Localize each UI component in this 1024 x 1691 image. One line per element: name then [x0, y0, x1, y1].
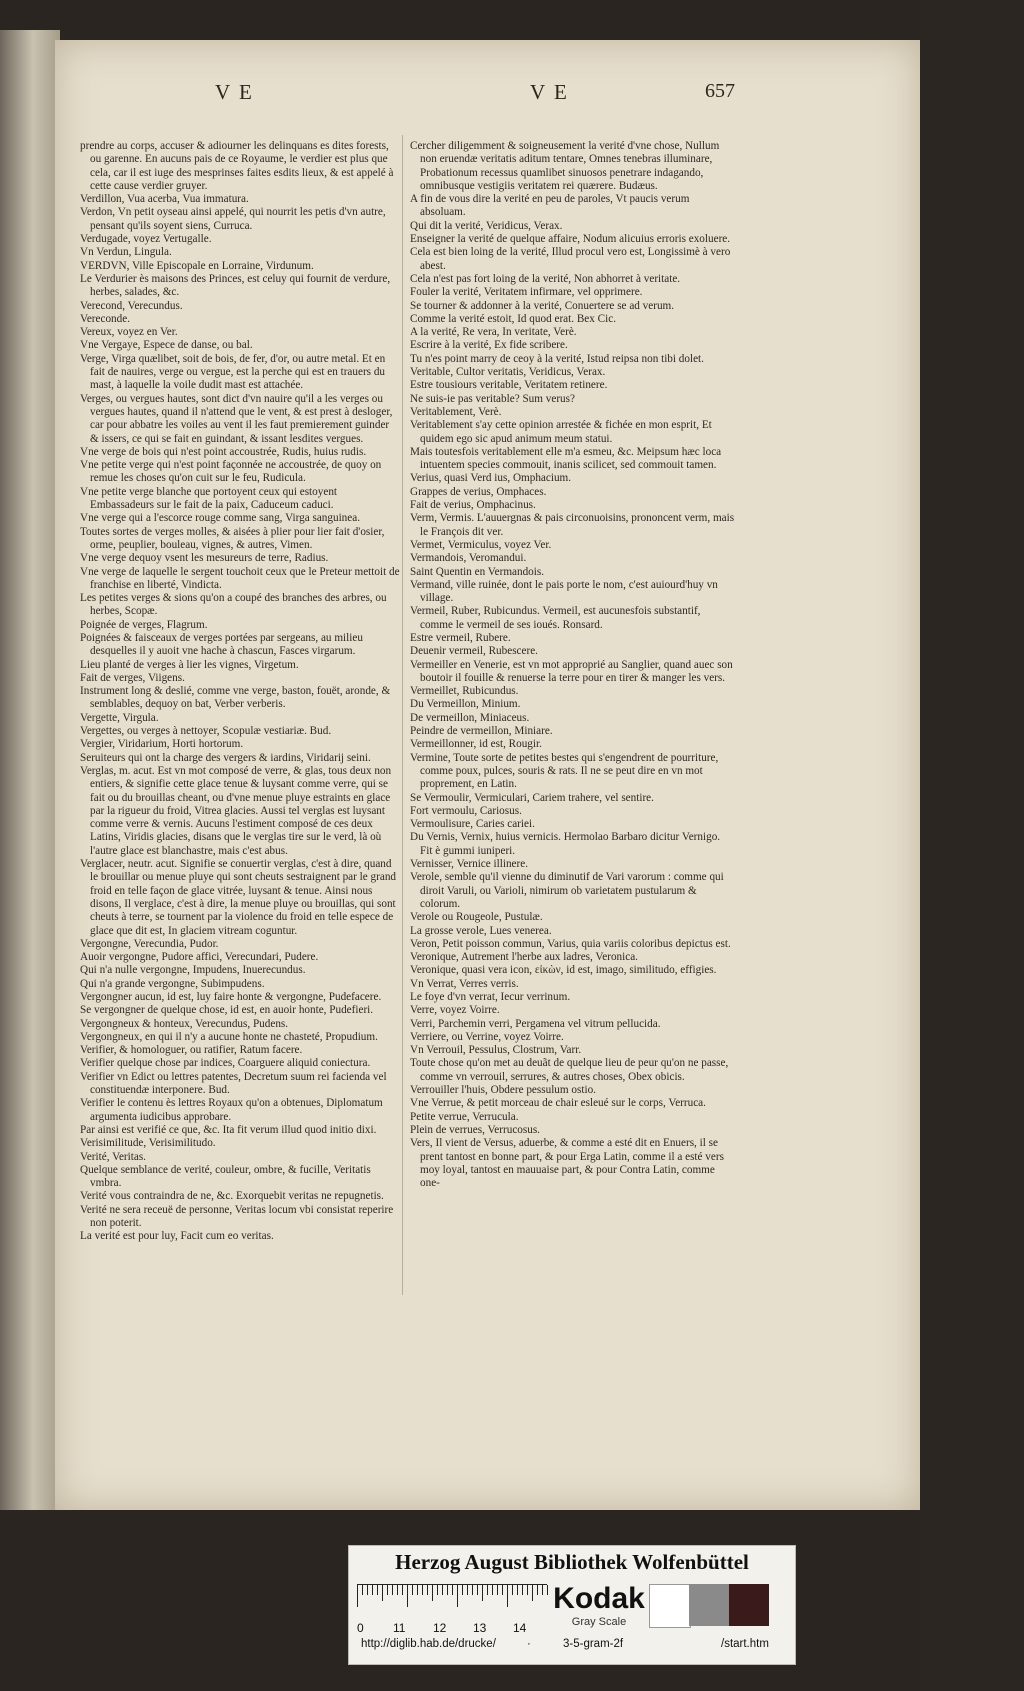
dictionary-entry: Enseigner la verité de quelque affaire, Nodum alicuius erroris exoluere. [410, 233, 731, 246]
right-column [410, 140, 735, 1190]
dictionary-entry: Plein de verrues, Verrucosus. [410, 1123, 540, 1136]
dictionary-entry: Cercher diligemment & soigneusement la verité d'vne chose, Nullum non eruendæ veritatis aditum tentare, Omnes tenebras illuminare, Probationum recessus quamlibet sinuosos penetrare indagando, omnibusque vestigiis veritatem rei quærere. Budæus. [410, 140, 720, 192]
dictionary-entry: Vernisser, Vernice illinere. [410, 858, 529, 871]
ruler-number: 11 [393, 1621, 406, 1635]
dictionary-entry: Se tourner & addonner à la verité, Conuertere se ad verum. [410, 299, 675, 312]
background-edge [920, 0, 1024, 1691]
dictionary-entry: Fort vermoulu, Cariosus. [410, 804, 522, 817]
dictionary-entry: Verité ne sera receuë de personne, Veritas locum vbi consistat reperire non poterit. [80, 1203, 394, 1230]
dictionary-entry: Le Verdurier ès maisons des Princes, est celuy qui fournit de verdure, herbes, salades, &c. [80, 272, 391, 299]
ruler-tick [472, 1585, 473, 1595]
dictionary-entry: Vne verge dequoy vsent les mesureurs de terre, Radius. [80, 552, 329, 565]
ruler-tick [417, 1585, 418, 1595]
dictionary-entry: Qui dit la verité, Veridicus, Verax. [410, 219, 563, 232]
ruler-number: 14 [513, 1621, 527, 1635]
ruler-number: 13 [473, 1621, 487, 1635]
ruler-tick [537, 1585, 538, 1595]
dictionary-entry: Vermeillet, Rubicundus. [410, 685, 519, 698]
dictionary-entry: Vermet, Vermiculus, voyez Ver. [410, 538, 552, 551]
archive-url[interactable]: http://diglib.hab.de/drucke/ [361, 1638, 496, 1650]
dictionary-entry: Vermeillonner, id est, Rougir. [410, 738, 542, 751]
dictionary-entry: Peindre de vermeillon, Miniare. [410, 725, 553, 738]
dictionary-entry: Verglas, m. acut. Est vn mot composé de verre, & glas, tous deux non entiers, & signifie cette glace tenue & luysant comme verre, qui se fait ou du brouillas cheant, ou d'vne menue pluye estraints en glace par la rigueur du froid, Vitrea glacies. Aussi tel verglas est luysant comme verre & vernis. Aucuns l'estiment composé de ces deux Latins, Viridis glacies, disans que le verglas tire sur le verd, là où l'autre glace est blanchastre, mais c'est abus. [80, 764, 392, 857]
dictionary-entry: Verre, voyez Voirre. [410, 1004, 500, 1017]
dictionary-entry: Verges, ou vergues hautes, sont dict d'vn nauire qu'il a les verges ou vergues hautes, quand il n'attend que le vent, & est prest à desloger, car pour abbatre les voiles au vent il les faut premierement guinder & issers, ce qui se fait en guindant, & issant lesdites vergues. [80, 392, 393, 445]
dictionary-entry: Vergongne, Verecundia, Pudor. [80, 937, 219, 950]
dictionary-entry: Vne petite verge blanche que portoyent ceux qui estoyent Embassadeurs sur le fait de la paix, Caduceum caduci. [80, 485, 338, 512]
dictionary-entry: Verecond, Verecundus. [80, 299, 183, 312]
dictionary-entry: Deuenir vermeil, Rubescere. [410, 645, 538, 658]
dictionary-entry: Vne petite verge qui n'est point façonnée ne accoustrée, de quoy on remue les choses qu'on cuit sur le feu, Rudicula. [80, 459, 382, 485]
dictionary-entry: Vermandois, Veromandui. [410, 552, 527, 565]
ruler-tick [402, 1585, 403, 1595]
dictionary-entry: Ne suis-ie pas veritable? Sum verus? [410, 392, 575, 405]
ruler-tick [387, 1585, 388, 1595]
dictionary-entry: Verdillon, Vua acerba, Vua immatura. [80, 193, 249, 206]
dictionary-entry: Fait de verius, Omphacinus. [410, 499, 536, 512]
dictionary-entry: Verifier quelque chose par indices, Coarguere aliquid coniectura. [80, 1057, 371, 1070]
dictionary-entry: Estre vermeil, Rubere. [410, 631, 511, 644]
dictionary-entry: Verisimilitude, Verisimilitudo. [80, 1137, 216, 1150]
ruler-tick [467, 1585, 468, 1595]
dictionary-entry: Vermand, ville ruinée, dont le pais porte le nom, c'est auiourd'huy vn village. [410, 578, 718, 605]
dictionary-entry: A fin de vous dire la verité en peu de paroles, Vt paucis verum absoluam. [410, 193, 690, 219]
dictionary-entry: Veronique, quasi vera icon, εἰκὼν, id est, imago, similitudo, effigies. [410, 964, 717, 977]
ruler-tick [432, 1585, 433, 1601]
dictionary-entry: Vne verge de bois qui n'est point accoustrée, Rudis, huius rudis. [80, 445, 367, 458]
dictionary-entry: Par ainsi est verifié ce que, &c. Ita fit verum illud quod initio dixi. [80, 1123, 377, 1136]
dictionary-entry: Fait de verges, Viigens. [80, 671, 185, 684]
ruler-tick [482, 1585, 483, 1601]
dictionary-entry: Estre tousiours veritable, Veritatem retinere. [410, 379, 608, 392]
dictionary-entry: Vermeiller en Venerie, est vn mot approprié au Sanglier, quand auec son boutoir il fouille & renuerse la terre pour en tirer & manger les vers. [410, 658, 733, 684]
dictionary-entry: Veron, Petit poisson commun, Varius, quia variis coloribus depictus est. [410, 937, 731, 950]
swatch-gray [689, 1584, 729, 1626]
ruler-tick [447, 1585, 448, 1595]
page-number: 657 [705, 80, 735, 102]
url-separator: · [527, 1638, 531, 1650]
dictionary-entry: Verius, quasi Verd ius, Omphacium. [410, 472, 572, 485]
dictionary-entry: Les petites verges & sions qu'on a coupé des branches des arbres, ou herbes, Scopæ. [80, 592, 387, 618]
ruler-tick [547, 1585, 548, 1595]
dictionary-entry: A la verité, Re vera, In veritate, Verè. [410, 326, 577, 339]
dictionary-entry: VERDVN, Ville Episcopale en Lorraine, Virdunum. [80, 259, 314, 272]
start-link[interactable]: /start.htm [721, 1638, 769, 1650]
dictionary-entry: Verole, semble qu'il vienne du diminutif de Vari varorum : comme qui diroit Varuli, ou Varioli, nimirum ob varietatem pustularum & colorum. [410, 871, 724, 910]
ruler-tick [407, 1585, 408, 1607]
dictionary-entry: Verri, Parchemin verri, Pergamena vel vitrum pellucida. [410, 1017, 661, 1030]
dictionary-entry: Qui n'a nulle vergongne, Impudens, Inuerecundus. [80, 964, 306, 977]
dictionary-entry: Cela n'est pas fort loing de la verité, Non abhorret à veritate. [410, 272, 681, 285]
dictionary-entry: Verrouiller l'huis, Obdere pessulum ostio. [410, 1084, 596, 1097]
dictionary-entry: Instrument long & deslié, comme vne verge, baston, fouët, aronde, & semblables, dequoy on bat, Verber verberis. [80, 685, 391, 711]
ruler-tick [392, 1585, 393, 1595]
ruler-tick [367, 1585, 368, 1595]
dictionary-entry: Verifier vn Edict ou lettres patentes, Decretum suum rei facienda vel constituendæ interponere. Bud. [80, 1070, 387, 1097]
dictionary-entry: Lieu planté de verges à lier les vignes, Virgetum. [80, 658, 299, 671]
ruler-tick [372, 1585, 373, 1595]
dictionary-entry: Qui n'a grande vergongne, Subimpudens. [80, 977, 265, 990]
ruler-tick [437, 1585, 438, 1595]
dictionary-entry: Vermine, Toute sorte de petites bestes qui s'engendrent de pourriture, comme poux, pulces, souris & rats. Il ne se peut dire en vn mot proprement, en Latin. [410, 751, 719, 791]
dictionary-entry: Se vergongner de quelque chose, id est, en auoir honte, Pudefieri. [80, 1004, 374, 1017]
ruler-tick [452, 1585, 453, 1595]
dictionary-entry: Verole ou Rougeole, Pustulæ. [410, 911, 543, 924]
swatch-black [729, 1584, 769, 1626]
swatch-white [649, 1584, 691, 1628]
ruler-tick [517, 1585, 518, 1595]
dictionary-entry: Verriere, ou Verrine, voyez Voirre. [410, 1030, 564, 1043]
dictionary-entry: Auoir vergongne, Pudore affici, Verecundari, Pudere. [80, 951, 319, 964]
dictionary-entry: Verifier le contenu ès lettres Royaux qu'on a obtenues, Diplomatum argumenta iudicibus approbare. [80, 1097, 383, 1123]
dictionary-entry: Verdon, Vn petit oyseau ainsi appelé, qui nourrit les petis d'vn autre, pensant qu'ils soyent siens, Curruca. [80, 206, 386, 232]
ruler-number: 0 [357, 1621, 364, 1635]
dictionary-entry: Seruiteurs qui ont la charge des vergers & iardins, Viridarij seini. [80, 751, 371, 764]
dictionary-entry: Vereux, voyez en Ver. [80, 326, 178, 339]
column-divider [402, 135, 403, 1295]
dictionary-entry: Veritablement, Verè. [410, 405, 502, 418]
dictionary-entry: Verge, Virga quælibet, soit de bois, de fer, d'or, ou autre metal. Et en fait de nauires, verge ou vergue, est la perche qui est en trauers du mast, à laquelle la voile dudit mast est attachée. [80, 352, 386, 392]
dictionary-entry: Vne Vergaye, Espece de danse, ou bal. [80, 339, 253, 352]
ruler-tick [422, 1585, 423, 1595]
dictionary-entry: Escrire à la verité, Ex fide scribere. [410, 339, 568, 352]
ruler-tick [362, 1585, 363, 1595]
kodak-logo: Kodak [553, 1582, 645, 1615]
dictionary-entry: Verdugade, voyez Vertugalle. [80, 233, 212, 246]
dictionary-entry: Tu n'es point marry de ceoy à la verité, Istud reipsa non tibi dolet. [410, 352, 704, 365]
ruler-tick [457, 1585, 458, 1607]
dictionary-entry: Vergier, Viridarium, Horti hortorum. [80, 738, 244, 751]
dictionary-entry: Verité vous contraindra de ne, &c. Exorquebit veritas ne repugnetis. [80, 1190, 384, 1203]
ruler-tick [487, 1585, 488, 1595]
dictionary-entry: Poignées & faisceaux de verges portées par sergeans, au milieu desquelles il y auoit vne hache à chascun, Fasces virgarum. [80, 631, 363, 658]
dictionary-entry: Veritablement s'ay cette opinion arrestée & fichée en mon esprit, Et quidem ego sic apud animum meum statui. [410, 419, 712, 445]
dictionary-entry: Poignée de verges, Flagrum. [80, 618, 208, 631]
dictionary-entry: Veritable, Cultor veritatis, Veridicus, Verax. [410, 366, 606, 379]
ruler-tick [477, 1585, 478, 1595]
ruler-tick [512, 1585, 513, 1595]
dictionary-entry: Vergongner aucun, id est, luy faire honte & vergongne, Pudefacere. [80, 991, 382, 1003]
dictionary-entry: Le foye d'vn verrat, Iecur verrinum. [410, 991, 571, 1003]
dictionary-entry: La grosse verole, Lues venerea. [410, 924, 552, 937]
dictionary-entry: Mais toutesfois veritablement elle m'a esmeu, &c. Meipsum hæc loca intuentem species commouit, inanis scilicet, sed commouit tamen. [410, 445, 722, 472]
dictionary-entry: Toutes sortes de verges molles, & aisées à plier pour lier fait d'osier, orme, peuplier, bouleau, vignes, & autres, Vimen. [80, 525, 385, 551]
ruler-tick [412, 1585, 413, 1595]
shelfmark: 3-5-gram-2f [563, 1638, 624, 1650]
ruler-tick [442, 1585, 443, 1595]
ruler-tick [427, 1585, 428, 1595]
dictionary-entry: Grappes de verius, Omphaces. [410, 485, 547, 498]
dictionary-entry: Verifier, & homologuer, ou ratifier, Ratum facere. [80, 1044, 303, 1057]
ruler-tick [382, 1585, 383, 1601]
dictionary-entry: Vers, Il vient de Versus, aduerbe, & comme a esté dit en Enuers, il se prent tantost en bonne part, & pour Erga Latin, comme il a esté vers moy loyal, tantost en mauuaise part, & pour Contra Latin, comme one- [410, 1137, 724, 1190]
dictionary-entry: Vergette, Virgula. [80, 711, 159, 724]
scale-ruler [357, 1584, 547, 1635]
dictionary-entry: Verité, Veritas. [80, 1150, 146, 1163]
dictionary-entry: Vne verge de laquelle le sergent touchoit ceux que le Preteur mettoit de franchise en liberté, Vindicta. [80, 565, 400, 591]
ruler-tick [397, 1585, 398, 1595]
dictionary-entry: Vermeil, Ruber, Rubicundus. Vermeil, est aucunesfois substantif, comme le vermeil de ses ioués. Ronsard. [410, 605, 701, 631]
dictionary-entry: Toute chose qu'on met au deuãt de quelque lieu de peur qu'on ne passe, comme vn verrouil, serrures, & autres choses, Obex obicis. [410, 1057, 729, 1083]
ruler-tick [377, 1585, 378, 1595]
left-column [80, 140, 400, 1244]
dictionary-entry: Quelque semblance de verité, couleur, ombre, & fucille, Veritatis vmbra. [80, 1163, 371, 1190]
dictionary-entry: Se Vermoulir, Vermiculari, Cariem trahere, vel sentire. [410, 791, 654, 804]
dictionary-entry: Saint Quentin en Vermandois. [410, 565, 545, 578]
dictionary-entry: Verm, Vermis. L'auuergnas & pais circonuoisins, prononcent verm, mais le François dit ver. [410, 512, 735, 538]
center-running-header: V E [530, 80, 569, 104]
dictionary-entry: Vn Verrat, Verres verris. [410, 977, 519, 990]
dictionary-entry: Vermoulisure, Caries cariei. [410, 818, 535, 831]
dictionary-entry: De vermeillon, Miniaceus. [410, 711, 530, 724]
gray-scale-label: Gray Scale [571, 1616, 627, 1628]
ruler-tick [532, 1585, 533, 1601]
ruler-tick [527, 1585, 528, 1595]
dictionary-entry: Vne Verrue, & petit morceau de chair esleué sur le corps, Verruca. [410, 1097, 706, 1110]
ruler-tick [507, 1585, 508, 1607]
dictionary-entry: Comme la verité estoit, Id quod erat. Bex Cic. [410, 312, 616, 325]
dictionary-entry: Petite verrue, Verrucula. [410, 1110, 519, 1123]
dictionary-entry: Veronique, Autrement l'herbe aux ladres, Veronica. [410, 951, 638, 964]
dictionary-entry: La verité est pour luy, Facit cum eo veritas. [80, 1230, 274, 1243]
ruler-number: 12 [433, 1621, 447, 1635]
dictionary-entry: Vereconde. [80, 312, 131, 325]
dictionary-entry: Verglacer, neutr. acut. Signifie se conuertir verglas, c'est à dire, quand le brouillar ou menue pluye qui sont cheuts sestraignent par le grand froid en telle façon de glace vitrée, luysant & tenue. Ainsi nous disons, Il verglace, c'est à dire, la menue pluye ou brouillas, qui sont cheuts à terre, se tournent par la violence du froid en telle espece de glace que dit est, In glaciem vitream coguntur. [80, 858, 397, 937]
ruler-tick [522, 1585, 523, 1595]
dictionary-entry: prendre au corps, accuser & adiourner les delinquans es dites forests, ou garenne. En aucuns pais de ce Royaume, le verdier est plus que cela, car il est iuge des mesprinses faites esdits lieux, & est appelé à cette cause verdier gruyer. [80, 140, 394, 192]
dictionary-entry: Cela est bien loing de la verité, Illud procul vero est, Longissimè à vero abest. [410, 246, 731, 272]
dictionary-entry: Vergettes, ou verges à nettoyer, Scopulæ vestiariæ. Bud. [80, 725, 332, 738]
dictionary-entry: Vn Verrouil, Pessulus, Clostrum, Varr. [410, 1044, 582, 1057]
dictionary-entry: Fouler la verité, Veritatem infirmare, vel opprimere. [410, 286, 643, 299]
ruler-tick [462, 1585, 463, 1595]
dictionary-entry: Vne verge qui a l'escorce rouge comme sang, Virga sanguinea. [80, 512, 361, 525]
archive-card [348, 1545, 796, 1665]
dictionary-entry: Vn Verdun, Lingula. [80, 246, 172, 259]
book-spine [0, 30, 60, 1510]
dictionary-entry: Vergongneux & honteux, Verecundus, Pudens. [80, 1017, 289, 1030]
ruler-tick [357, 1585, 358, 1607]
dictionary-entry: Du Vermeillon, Minium. [410, 698, 521, 711]
library-title: Herzog August Bibliothek Wolfenbüttel [395, 1550, 749, 1574]
left-running-header: V E [215, 80, 254, 104]
dictionary-entry: Vergongneux, en qui il n'y a aucune honte ne chasteté, Propudium. [80, 1030, 378, 1043]
ruler-tick [497, 1585, 498, 1595]
ruler-tick [492, 1585, 493, 1595]
dictionary-entry: Du Vernis, Vernix, huius vernicis. Hermolao Barbaro dicitur Vernigo. Fit è gummi iuniperi. [410, 831, 721, 857]
ruler-tick [542, 1585, 543, 1595]
ruler-tick [502, 1585, 503, 1595]
